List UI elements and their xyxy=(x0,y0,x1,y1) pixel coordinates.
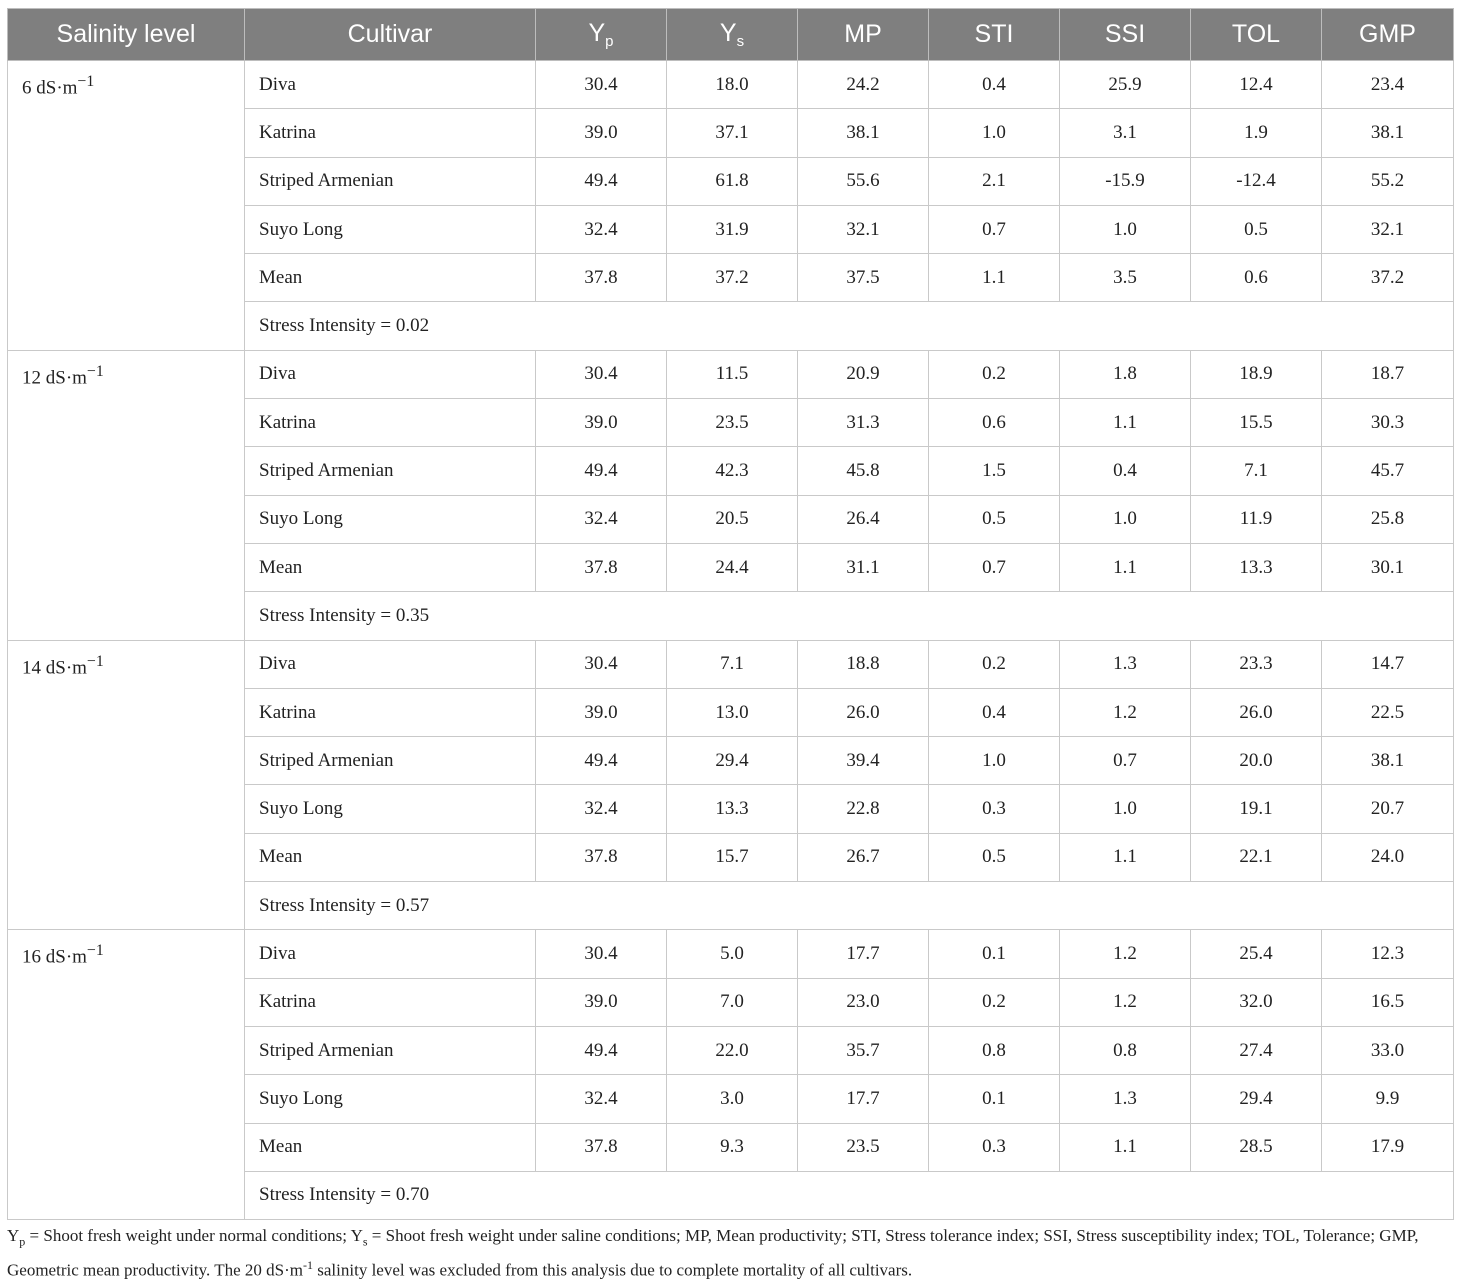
table-row xyxy=(8,350,1454,398)
tol-cell: 1.9 xyxy=(1191,109,1322,157)
mp-cell: 55.6 xyxy=(798,157,929,205)
gmp-cell: 12.3 xyxy=(1322,930,1454,978)
gmp-cell: 55.2 xyxy=(1322,157,1454,205)
sti-cell: 0.3 xyxy=(929,1123,1060,1171)
stress-intensity-cell: Stress Intensity = 0.35 xyxy=(245,592,1454,640)
tol-cell: 22.1 xyxy=(1191,833,1322,881)
ssi-cell: 1.1 xyxy=(1060,399,1191,447)
ssi-cell: 3.1 xyxy=(1060,109,1191,157)
mp-cell: 26.4 xyxy=(798,495,929,543)
yp-cell: 39.0 xyxy=(536,688,667,736)
mp-cell: 20.9 xyxy=(798,350,929,398)
mp-cell: 22.8 xyxy=(798,785,929,833)
header-tol: TOL xyxy=(1191,9,1322,61)
ys-cell: 37.1 xyxy=(667,109,798,157)
footnote-part3: salinity level was excluded from this analysis due to complete mortality of all cultivars. xyxy=(313,1261,913,1281)
yp-cell: 32.4 xyxy=(536,495,667,543)
header-mp: MP xyxy=(798,9,929,61)
mp-cell: 23.0 xyxy=(798,978,929,1026)
mp-cell: 24.2 xyxy=(798,61,929,109)
footnote-part2: = Shoot fresh weight under saline conditions; MP, Mean productivity; STI, Stress tolerance index; SSI, Stress susceptibility index; TOL, Tolerance; GMP, Geometric mean productivity. The 20 dS·m xyxy=(7,1226,1419,1281)
sti-cell: 0.2 xyxy=(929,640,1060,688)
cultivar-cell: Mean xyxy=(245,254,536,302)
tol-cell: 28.5 xyxy=(1191,1123,1322,1171)
mp-cell: 32.1 xyxy=(798,205,929,253)
sti-cell: 0.4 xyxy=(929,61,1060,109)
tol-cell: 15.5 xyxy=(1191,399,1322,447)
cultivar-cell: Mean xyxy=(245,833,536,881)
header-ys-sub: s xyxy=(736,33,745,50)
ssi-cell: 0.8 xyxy=(1060,1026,1191,1074)
mp-cell: 39.4 xyxy=(798,737,929,785)
cultivar-cell: Striped Armenian xyxy=(245,737,536,785)
ys-cell: 13.0 xyxy=(667,688,798,736)
tol-cell: 29.4 xyxy=(1191,1075,1322,1123)
ssi-cell: 1.2 xyxy=(1060,978,1191,1026)
yp-cell: 49.4 xyxy=(536,1026,667,1074)
ssi-cell: 1.2 xyxy=(1060,930,1191,978)
mp-cell: 37.5 xyxy=(798,254,929,302)
yp-cell: 39.0 xyxy=(536,109,667,157)
gmp-cell: 17.9 xyxy=(1322,1123,1454,1171)
ssi-cell: 3.5 xyxy=(1060,254,1191,302)
yp-cell: 30.4 xyxy=(536,350,667,398)
mp-cell: 17.7 xyxy=(798,930,929,978)
footnote-ys-sub: s xyxy=(362,1234,368,1249)
ssi-cell: 1.3 xyxy=(1060,640,1191,688)
ssi-cell: 25.9 xyxy=(1060,61,1191,109)
salinity-level-text: 16 dS·m xyxy=(22,946,87,968)
ys-cell: 61.8 xyxy=(667,157,798,205)
sti-cell: 2.1 xyxy=(929,157,1060,205)
salinity-level-exponent: −1 xyxy=(86,942,104,960)
yp-cell: 32.4 xyxy=(536,1075,667,1123)
tol-cell: 0.5 xyxy=(1191,205,1322,253)
cultivar-cell: Diva xyxy=(245,61,536,109)
ys-cell: 11.5 xyxy=(667,350,798,398)
yp-cell: 30.4 xyxy=(536,930,667,978)
cultivar-cell: Striped Armenian xyxy=(245,157,536,205)
header-yp-base: Y xyxy=(588,19,606,47)
gmp-cell: 23.4 xyxy=(1322,61,1454,109)
sti-cell: 1.0 xyxy=(929,109,1060,157)
cultivar-cell: Suyo Long xyxy=(245,205,536,253)
sti-cell: 1.0 xyxy=(929,737,1060,785)
tol-cell: 20.0 xyxy=(1191,737,1322,785)
ys-cell: 20.5 xyxy=(667,495,798,543)
ys-cell: 13.3 xyxy=(667,785,798,833)
mp-cell: 17.7 xyxy=(798,1075,929,1123)
ssi-cell: 1.2 xyxy=(1060,688,1191,736)
gmp-cell: 37.2 xyxy=(1322,254,1454,302)
yp-cell: 30.4 xyxy=(536,640,667,688)
cultivar-cell: Mean xyxy=(245,543,536,591)
header-gmp: GMP xyxy=(1322,9,1454,61)
sti-cell: 0.1 xyxy=(929,1075,1060,1123)
ys-cell: 24.4 xyxy=(667,543,798,591)
sti-cell: 0.3 xyxy=(929,785,1060,833)
sti-cell: 0.2 xyxy=(929,978,1060,1026)
ssi-cell: 1.3 xyxy=(1060,1075,1191,1123)
mp-cell: 45.8 xyxy=(798,447,929,495)
salinity-level-cell xyxy=(8,61,245,351)
cultivar-cell: Mean xyxy=(245,1123,536,1171)
cultivar-cell: Diva xyxy=(245,640,536,688)
cultivar-cell: Katrina xyxy=(245,978,536,1026)
tol-cell: 11.9 xyxy=(1191,495,1322,543)
gmp-cell: 38.1 xyxy=(1322,737,1454,785)
header-yp xyxy=(536,9,667,61)
cultivar-cell: Diva xyxy=(245,930,536,978)
sti-cell: 1.5 xyxy=(929,447,1060,495)
salinity-level-exponent: −1 xyxy=(86,652,104,670)
sti-cell: 0.2 xyxy=(929,350,1060,398)
ssi-cell: 1.1 xyxy=(1060,1123,1191,1171)
ys-cell: 31.9 xyxy=(667,205,798,253)
mp-cell: 31.1 xyxy=(798,543,929,591)
tol-cell: 26.0 xyxy=(1191,688,1322,736)
header-row xyxy=(8,9,1454,61)
yp-cell: 37.8 xyxy=(536,1123,667,1171)
salinity-level-text: 14 dS·m xyxy=(22,656,87,678)
cultivar-cell: Katrina xyxy=(245,109,536,157)
header-sti: STI xyxy=(929,9,1060,61)
gmp-cell: 38.1 xyxy=(1322,109,1454,157)
table-footnote xyxy=(7,1224,1453,1283)
ssi-cell: 1.1 xyxy=(1060,833,1191,881)
sti-cell: 0.7 xyxy=(929,543,1060,591)
mp-cell: 35.7 xyxy=(798,1026,929,1074)
ssi-cell: 1.8 xyxy=(1060,350,1191,398)
sti-cell: 1.1 xyxy=(929,254,1060,302)
table-row xyxy=(8,640,1454,688)
ssi-cell: 1.1 xyxy=(1060,543,1191,591)
header-cultivar: Cultivar xyxy=(245,9,536,61)
cultivar-cell: Katrina xyxy=(245,399,536,447)
cultivar-cell: Suyo Long xyxy=(245,1075,536,1123)
yp-cell: 39.0 xyxy=(536,399,667,447)
yp-cell: 49.4 xyxy=(536,447,667,495)
cultivar-cell: Suyo Long xyxy=(245,495,536,543)
gmp-cell: 20.7 xyxy=(1322,785,1454,833)
sti-cell: 0.4 xyxy=(929,688,1060,736)
yp-cell: 49.4 xyxy=(536,737,667,785)
footnote-part1: = Shoot fresh weight under normal conditions; xyxy=(25,1226,351,1245)
stress-intensity-cell: Stress Intensity = 0.57 xyxy=(245,882,1454,930)
footnote-ys-base: Y xyxy=(350,1226,363,1245)
tol-cell: 12.4 xyxy=(1191,61,1322,109)
salinity-level-exponent: −1 xyxy=(86,362,104,380)
ssi-cell: -15.9 xyxy=(1060,157,1191,205)
sti-cell: 0.1 xyxy=(929,930,1060,978)
yp-cell: 49.4 xyxy=(536,157,667,205)
gmp-cell: 16.5 xyxy=(1322,978,1454,1026)
salinity-level-text: 6 dS·m xyxy=(22,77,78,99)
ys-cell: 7.0 xyxy=(667,978,798,1026)
ys-cell: 5.0 xyxy=(667,930,798,978)
yp-cell: 32.4 xyxy=(536,785,667,833)
tol-cell: 19.1 xyxy=(1191,785,1322,833)
header-salinity-level: Salinity level xyxy=(8,9,245,61)
yp-cell: 32.4 xyxy=(536,205,667,253)
sti-cell: 0.7 xyxy=(929,205,1060,253)
ys-cell: 18.0 xyxy=(667,61,798,109)
cultivar-cell: Striped Armenian xyxy=(245,1026,536,1074)
yp-cell: 39.0 xyxy=(536,978,667,1026)
ys-cell: 22.0 xyxy=(667,1026,798,1074)
tol-cell: -12.4 xyxy=(1191,157,1322,205)
yp-cell: 37.8 xyxy=(536,254,667,302)
cultivar-cell: Suyo Long xyxy=(245,785,536,833)
sti-cell: 0.5 xyxy=(929,833,1060,881)
yp-cell: 30.4 xyxy=(536,61,667,109)
gmp-cell: 25.8 xyxy=(1322,495,1454,543)
yp-cell: 37.8 xyxy=(536,543,667,591)
tol-cell: 23.3 xyxy=(1191,640,1322,688)
mp-cell: 23.5 xyxy=(798,1123,929,1171)
tol-cell: 27.4 xyxy=(1191,1026,1322,1074)
yp-cell: 37.8 xyxy=(536,833,667,881)
table-row xyxy=(8,61,1454,109)
salinity-level-text: 12 dS·m xyxy=(22,367,87,389)
ys-cell: 9.3 xyxy=(667,1123,798,1171)
tol-cell: 0.6 xyxy=(1191,254,1322,302)
footnote-yp-sub: p xyxy=(19,1234,26,1249)
gmp-cell: 45.7 xyxy=(1322,447,1454,495)
salinity-indices-table xyxy=(7,8,1454,1220)
footnote-exp: -1 xyxy=(303,1258,314,1273)
sti-cell: 0.5 xyxy=(929,495,1060,543)
gmp-cell: 14.7 xyxy=(1322,640,1454,688)
mp-cell: 18.8 xyxy=(798,640,929,688)
ys-cell: 3.0 xyxy=(667,1075,798,1123)
footnote-yp-base: Y xyxy=(7,1226,20,1245)
ssi-cell: 1.0 xyxy=(1060,205,1191,253)
mp-cell: 31.3 xyxy=(798,399,929,447)
gmp-cell: 22.5 xyxy=(1322,688,1454,736)
tol-cell: 25.4 xyxy=(1191,930,1322,978)
ys-cell: 29.4 xyxy=(667,737,798,785)
gmp-cell: 30.3 xyxy=(1322,399,1454,447)
mp-cell: 26.0 xyxy=(798,688,929,736)
cultivar-cell: Striped Armenian xyxy=(245,447,536,495)
ys-cell: 37.2 xyxy=(667,254,798,302)
stress-intensity-cell: Stress Intensity = 0.02 xyxy=(245,302,1454,350)
cultivar-cell: Diva xyxy=(245,350,536,398)
ys-cell: 7.1 xyxy=(667,640,798,688)
ssi-cell: 1.0 xyxy=(1060,785,1191,833)
ssi-cell: 0.7 xyxy=(1060,737,1191,785)
gmp-cell: 9.9 xyxy=(1322,1075,1454,1123)
gmp-cell: 30.1 xyxy=(1322,543,1454,591)
table-body xyxy=(8,61,1454,1220)
tol-cell: 7.1 xyxy=(1191,447,1322,495)
mp-cell: 26.7 xyxy=(798,833,929,881)
tol-cell: 13.3 xyxy=(1191,543,1322,591)
ys-cell: 15.7 xyxy=(667,833,798,881)
ys-cell: 23.5 xyxy=(667,399,798,447)
ys-cell: 42.3 xyxy=(667,447,798,495)
sti-cell: 0.6 xyxy=(929,399,1060,447)
sti-cell: 0.8 xyxy=(929,1026,1060,1074)
gmp-cell: 24.0 xyxy=(1322,833,1454,881)
gmp-cell: 18.7 xyxy=(1322,350,1454,398)
table-container xyxy=(7,8,1453,1220)
tol-cell: 32.0 xyxy=(1191,978,1322,1026)
table-row xyxy=(8,930,1454,978)
ssi-cell: 0.4 xyxy=(1060,447,1191,495)
stress-intensity-cell: Stress Intensity = 0.70 xyxy=(245,1171,1454,1219)
header-ssi: SSI xyxy=(1060,9,1191,61)
ssi-cell: 1.0 xyxy=(1060,495,1191,543)
salinity-level-cell xyxy=(8,640,245,930)
header-yp-sub: p xyxy=(605,33,614,50)
salinity-level-cell xyxy=(8,350,245,640)
tol-cell: 18.9 xyxy=(1191,350,1322,398)
salinity-level-cell xyxy=(8,930,245,1220)
cultivar-cell: Katrina xyxy=(245,688,536,736)
mp-cell: 38.1 xyxy=(798,109,929,157)
gmp-cell: 33.0 xyxy=(1322,1026,1454,1074)
salinity-level-exponent: −1 xyxy=(77,73,95,90)
gmp-cell: 32.1 xyxy=(1322,205,1454,253)
header-ys-base: Y xyxy=(719,19,737,47)
header-ys xyxy=(667,9,798,61)
